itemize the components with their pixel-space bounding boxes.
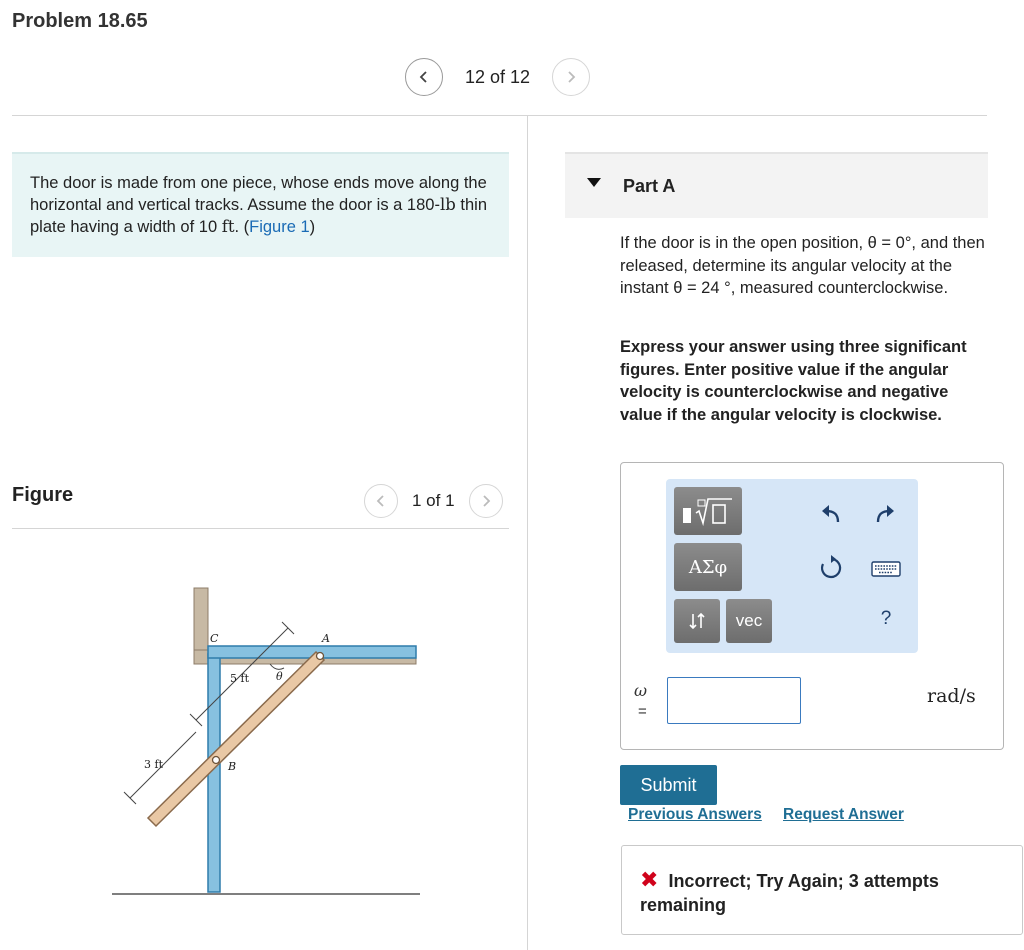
intro-text-4: ) [309, 218, 316, 236]
pin-b [213, 757, 220, 764]
figure-divider [12, 528, 509, 529]
incorrect-icon: ✖ [640, 867, 659, 892]
label-c: C [210, 632, 219, 645]
math-toolbar [666, 479, 918, 653]
chevron-left-icon [417, 70, 431, 84]
next-figure-button[interactable] [469, 484, 503, 518]
previous-figure-button[interactable] [364, 484, 398, 518]
keyboard-button[interactable] [870, 559, 902, 579]
help-button[interactable]: ? [880, 608, 892, 629]
unit-lb: lb [439, 195, 456, 214]
templates-icon [680, 494, 736, 528]
chevron-right-icon [564, 70, 578, 84]
previous-problem-button[interactable] [405, 58, 443, 96]
intro-text-2: thin plate having a width of 10 [30, 196, 487, 236]
unit-ft: ft [221, 217, 235, 236]
problem-title: Problem 18.65 [12, 10, 148, 32]
answer-unit: rad/s [927, 685, 976, 707]
answer-panel [620, 462, 1004, 750]
label-3ft: 3 ft [144, 758, 163, 771]
request-answer-link[interactable]: Request Answer [783, 806, 904, 823]
vector-button[interactable]: vec [726, 599, 772, 643]
question-text: If the door is in the open position, θ = 0°, and then released, determine its angular velocity at the instant θ = 24 °, measured counterclockwise. [620, 234, 985, 297]
greek-symbols-button[interactable]: ΑΣφ [674, 543, 742, 591]
label-5ft: 5 ft [230, 672, 249, 685]
problem-count: 12 of 12 [465, 66, 531, 87]
chevron-right-icon [479, 494, 493, 508]
next-problem-button[interactable] [552, 58, 590, 96]
problem-statement [12, 152, 509, 257]
column-divider [527, 115, 528, 950]
answer-equals: = [638, 703, 647, 720]
redo-button[interactable] [870, 499, 900, 529]
undo-button[interactable] [816, 499, 846, 529]
label-a: A [322, 632, 330, 645]
figure-count: 1 of 1 [412, 491, 455, 510]
caret-down-icon [587, 178, 601, 187]
updown-arrows-icon [687, 611, 707, 631]
label-theta: θ [276, 670, 283, 683]
figure-heading: Figure [12, 484, 74, 506]
feedback-text: Incorrect; Try Again; 3 attempts remaining [640, 871, 939, 915]
figure-link[interactable]: Figure 1 [249, 218, 310, 236]
feedback-message [621, 845, 1023, 935]
subscript-superscript-button[interactable] [674, 599, 720, 643]
templates-button[interactable] [674, 487, 742, 535]
door-track-figure [100, 580, 440, 900]
header-divider [12, 115, 987, 116]
pin-a [317, 653, 324, 660]
reset-icon [818, 555, 844, 581]
intro-text-3: . ( [234, 218, 250, 236]
submit-button[interactable]: Submit [620, 765, 717, 805]
undo-icon [819, 502, 843, 526]
part-a-header[interactable] [565, 152, 988, 218]
keyboard-icon [871, 561, 901, 577]
reset-button[interactable] [816, 553, 846, 583]
intro-text-1: The door is made from one piece, whose ends move along the horizontal and vertical tracks. Assume the door is a 180- [30, 174, 487, 214]
previous-answers-link[interactable]: Previous Answers [628, 806, 762, 823]
answer-instructions: Express your answer using three significant figures. Enter positive value if the angular velocity is counterclockwise and negative value if the angular velocity is clockwise. [620, 338, 967, 424]
theta-arc [270, 664, 284, 669]
part-title: Part A [623, 176, 676, 196]
label-b: B [228, 760, 237, 773]
answer-input[interactable] [667, 677, 801, 724]
answer-variable: ω [634, 681, 648, 700]
chevron-left-icon [374, 494, 388, 508]
problem-pager [405, 58, 590, 96]
figure-pager [364, 484, 503, 518]
redo-icon [873, 502, 897, 526]
